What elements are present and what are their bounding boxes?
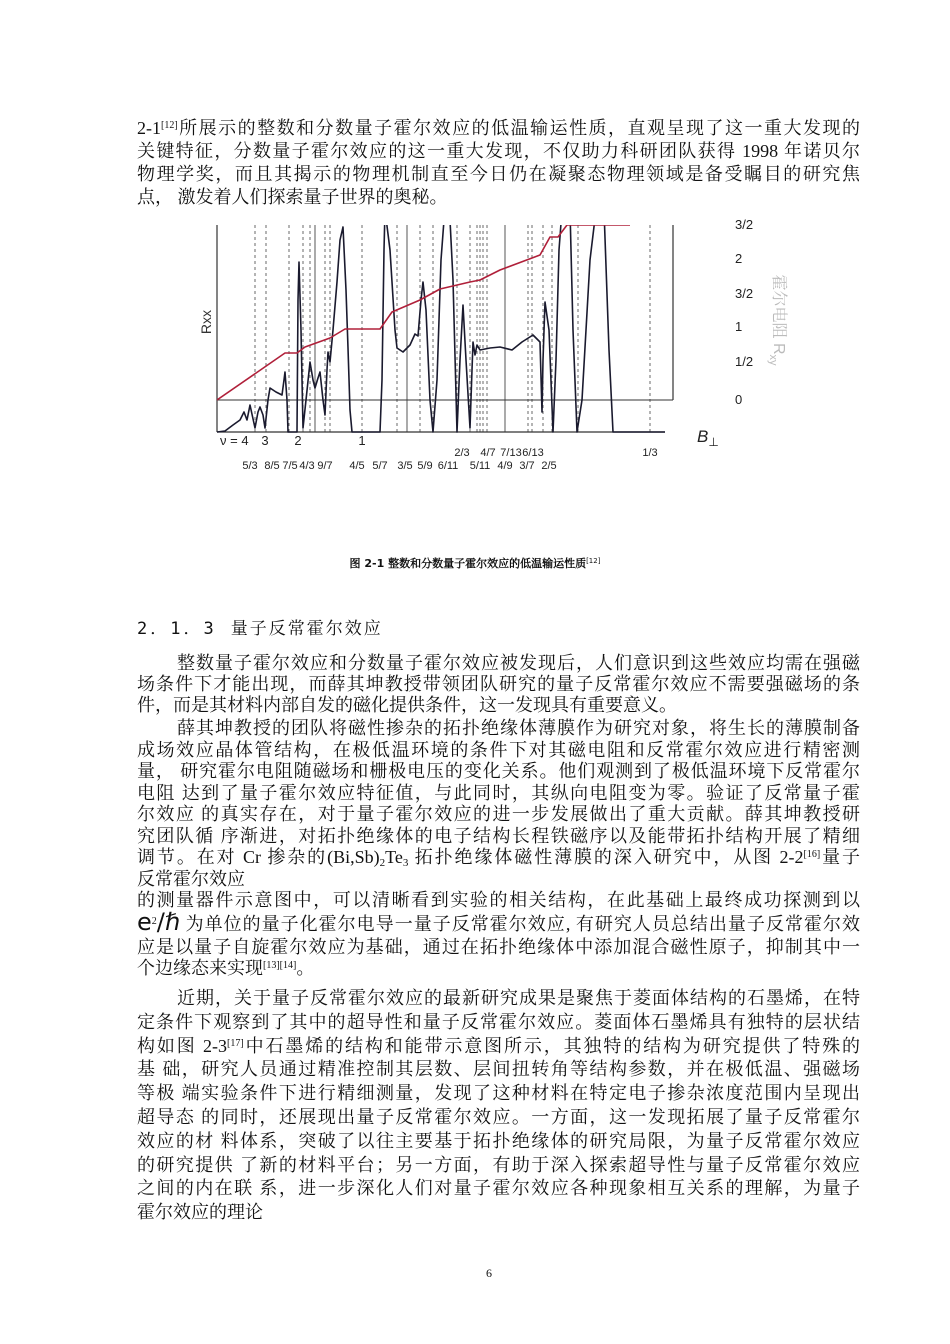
left-axis-label: Rxx [198,309,214,335]
text-line [137,1035,860,1059]
paragraph-1 [137,653,860,716]
text-line [137,653,860,674]
text-segment: /ℏ [156,907,181,936]
text-segment: 的研究提供 了新的材料平台；另一方面，有助于深入探索超导性与量子反常霍尔效应 [137,1154,860,1175]
text-segment: 2 [379,857,386,869]
text-line [137,826,860,848]
text-line [137,117,860,140]
text-line [137,140,860,163]
text-segment: 近期，关于量子反常霍尔效应的最新研究成果是聚焦于菱面体结构的石墨烯，在特 [177,988,860,1008]
filling-label: 2/5 [541,460,557,472]
section-heading [137,614,383,639]
filling-label: 1 [358,433,366,448]
text-line [137,1154,860,1178]
text-line [137,1177,860,1201]
text-line [137,718,860,740]
filling-label: 4/7 [480,447,496,459]
right-tick-label: 0 [735,392,743,407]
filling-label: 5/7 [372,460,388,472]
text-line [137,1011,860,1035]
text-line [137,1082,860,1106]
text-line [137,740,860,762]
text-segment: 基 础，研究人员通过精准控制其层数、层间扭转角等结构参数，并在极低温、强磁场 [137,1059,860,1080]
text-segment: e [137,907,152,936]
filling-label: 7/5 [282,460,298,472]
paragraph-2 [137,718,860,980]
text-segment: 场条件下才能出现，而薛其坤教授带领团队研究的量子反常霍尔效应不需要强磁场的条 [137,674,860,694]
text-segment: [12] [161,120,178,131]
right-tick-label: 3/2 [735,217,754,232]
text-segment: 量子 [820,847,860,867]
text-segment: 等极 端实验条件下进行精细测量，发现了这种材料在特定电子掺杂浓度范围内呈现出 [137,1083,860,1104]
text-line [137,163,860,186]
filling-label: 4/9 [497,460,513,472]
intro-paragraph [137,117,860,209]
text-line [137,907,860,937]
text-segment: 尔效应 的真实存在，对于量子霍尔效应的进一步发展做出了重大贡献。薛其坤教授研 [137,804,860,824]
filling-label: 1/3 [642,447,658,459]
filling-label: 2/3 [454,447,470,459]
text-segment: 的测量器件示意图中，可以清晰看到实验的相关结构，在此基础上最终成功探测到以 [137,890,860,910]
section-number: 2．1．3 [137,619,217,639]
text-segment: [13][14] [263,960,297,971]
text-line [137,847,860,869]
text-segment: 所展示的整数和分数量子霍尔效应的低温输运性质，直观呈现了这一重大发现的 [177,118,860,138]
filling-label: 4/3 [299,460,315,472]
text-segment: 物理学奖，而且其揭示的物理机制直至今日仍在凝聚态物理领域是备受瞩目的研究焦 [137,164,860,184]
text-segment: 电阻 达到了量子霍尔效应特征值，与此同时，其纵向电阻变为零。验证了反常量子霍 [137,782,860,803]
filling-label: 6/13 [522,447,544,459]
filling-label: 5/11 [469,460,491,472]
text-segment: 调节。在对 Cr 掺杂的(Bi,Sb) [137,847,380,867]
text-segment: 3 [402,857,409,869]
text-segment: 点， 激发着人们探索量子世界的奥秘。 [137,187,448,207]
text-segment: 应是以量子自旋霍尔效应为基础，通过在拓扑绝缘体中添加混合磁性原子，抑制其中一 [137,936,860,957]
filling-label: 3 [261,433,269,448]
section-title: 量子反常霍尔效应 [230,619,383,639]
text-segment: 整数量子霍尔效应和分数量子霍尔效应被发现后，人们意识到这些效应均需在强磁 [177,653,860,673]
filling-label: 5/3 [242,460,258,472]
text-segment: 反常霍尔效应 [137,868,245,889]
right-tick-label: 3/2 [735,286,754,301]
text-segment: 个边缘态来实现 [137,958,263,978]
text-segment: 件，而是其材料内部自发的磁化提供条件，这一发现具有重要意义。 [137,695,677,715]
text-line [137,1058,860,1082]
text-segment: [17] [227,1037,244,1049]
text-line [137,1106,860,1130]
text-segment: 究团队循 序渐进，对拓扑绝缘体的电子结构长程铁磁序以及能带拓扑结构开展了精细 [137,825,860,846]
text-segment: 之间的内在联 系，进一步深化人们对量子霍尔效应各种现象相互关系的理解，为量子 [137,1178,860,1199]
right-axis-label: 霍尔电阻 $R_{xy}$ [767,274,787,366]
text-line [137,804,860,826]
text-line [137,1201,860,1225]
rxx-curve [217,210,665,432]
text-segment: 拓扑绝缘体磁性薄膜的深入研究中，从图 2-2 [408,847,804,867]
text-segment: 薛其坤教授的团队将磁性掺杂的拓扑绝缘体薄膜作为研究对象，将生长的薄膜制备 [177,718,860,738]
figure-caption: 图 2-1 整数和分数量子霍尔效应的低温输运性质[12] [349,557,601,570]
page-number: 6 [486,1266,492,1280]
text-segment: 成场效应晶体管结构，在极低温环境的条件下对其磁电阻和反常霍尔效应进行精密测 [137,739,860,760]
text-line [137,783,860,805]
text-segment: 为单位的量子化霍尔电导一量子反常霍尔效应, 有研究人员总结出量子反常霍尔效 [180,913,860,934]
text-line [137,987,860,1011]
text-line [137,674,860,695]
filling-label: 8/5 [264,460,280,472]
text-segment: 定条件下观察到了其中的超导性和量子反常霍尔效应。菱面体石墨烯具有独特的层状结 [137,1011,860,1032]
text-segment: 量， 研究霍尔电阻随磁场和栅极电压的变化关系。他们观测到了极低温环境下反常霍尔 [137,761,860,781]
text-line [137,869,860,891]
text-segment: Te [385,847,403,867]
text-line [137,186,860,209]
right-tick-label: 2 [735,251,743,266]
text-line [137,1130,860,1154]
text-line [137,695,860,716]
text-segment: 。 [296,958,315,978]
filling-label: 4/5 [349,460,365,472]
filling-label: 5/9 [417,460,433,472]
filling-label: 9/7 [317,460,333,472]
text-segment: 效应的材 料体系，突破了以往主要基于拓扑绝缘体的研究局限，为量子反常霍尔效应 [137,1130,860,1151]
rxy-curve [217,225,630,400]
text-segment: 构如图 2-3 [137,1035,228,1056]
quantum-hall-figure [198,215,787,475]
text-segment: 2-1 [137,118,161,138]
text-segment: 2 [151,915,157,927]
filling-label: 6/11 [437,460,459,472]
right-tick-label: 1/2 [735,354,754,369]
text-segment: 关键特征，分数量子霍尔效应的这一重大发现，不仅助力科研团队获得 1998 年诺贝尔 [137,141,860,161]
text-segment: 霍尔效应的理论 [137,1202,263,1223]
text-segment: [16] [803,849,821,860]
paragraph-3 [137,987,860,1225]
right-axis-ticks [735,217,753,407]
text-line [137,761,860,783]
x-axis-label: $B_\perp$ [697,427,719,449]
right-tick-label: 1 [735,319,743,334]
filling-label: 2 [294,433,302,448]
nu-label: ν = 4 [220,433,249,448]
text-line [137,890,860,912]
filling-label: 3/5 [397,460,413,472]
text-segment: 超导态 的同时，还展现出量子反常霍尔效应。一方面，这一发现拓展了量子反常霍尔 [137,1106,860,1127]
text-line [137,958,860,980]
text-line [137,937,860,959]
filling-label: 3/7 [519,460,535,472]
filling-label: 7/13 [500,447,522,459]
text-segment: 中石墨烯的结构和能带示意图所示，其独特的结构为研究提供了特殊的 [243,1035,861,1056]
filling-factor-labels [242,433,657,472]
